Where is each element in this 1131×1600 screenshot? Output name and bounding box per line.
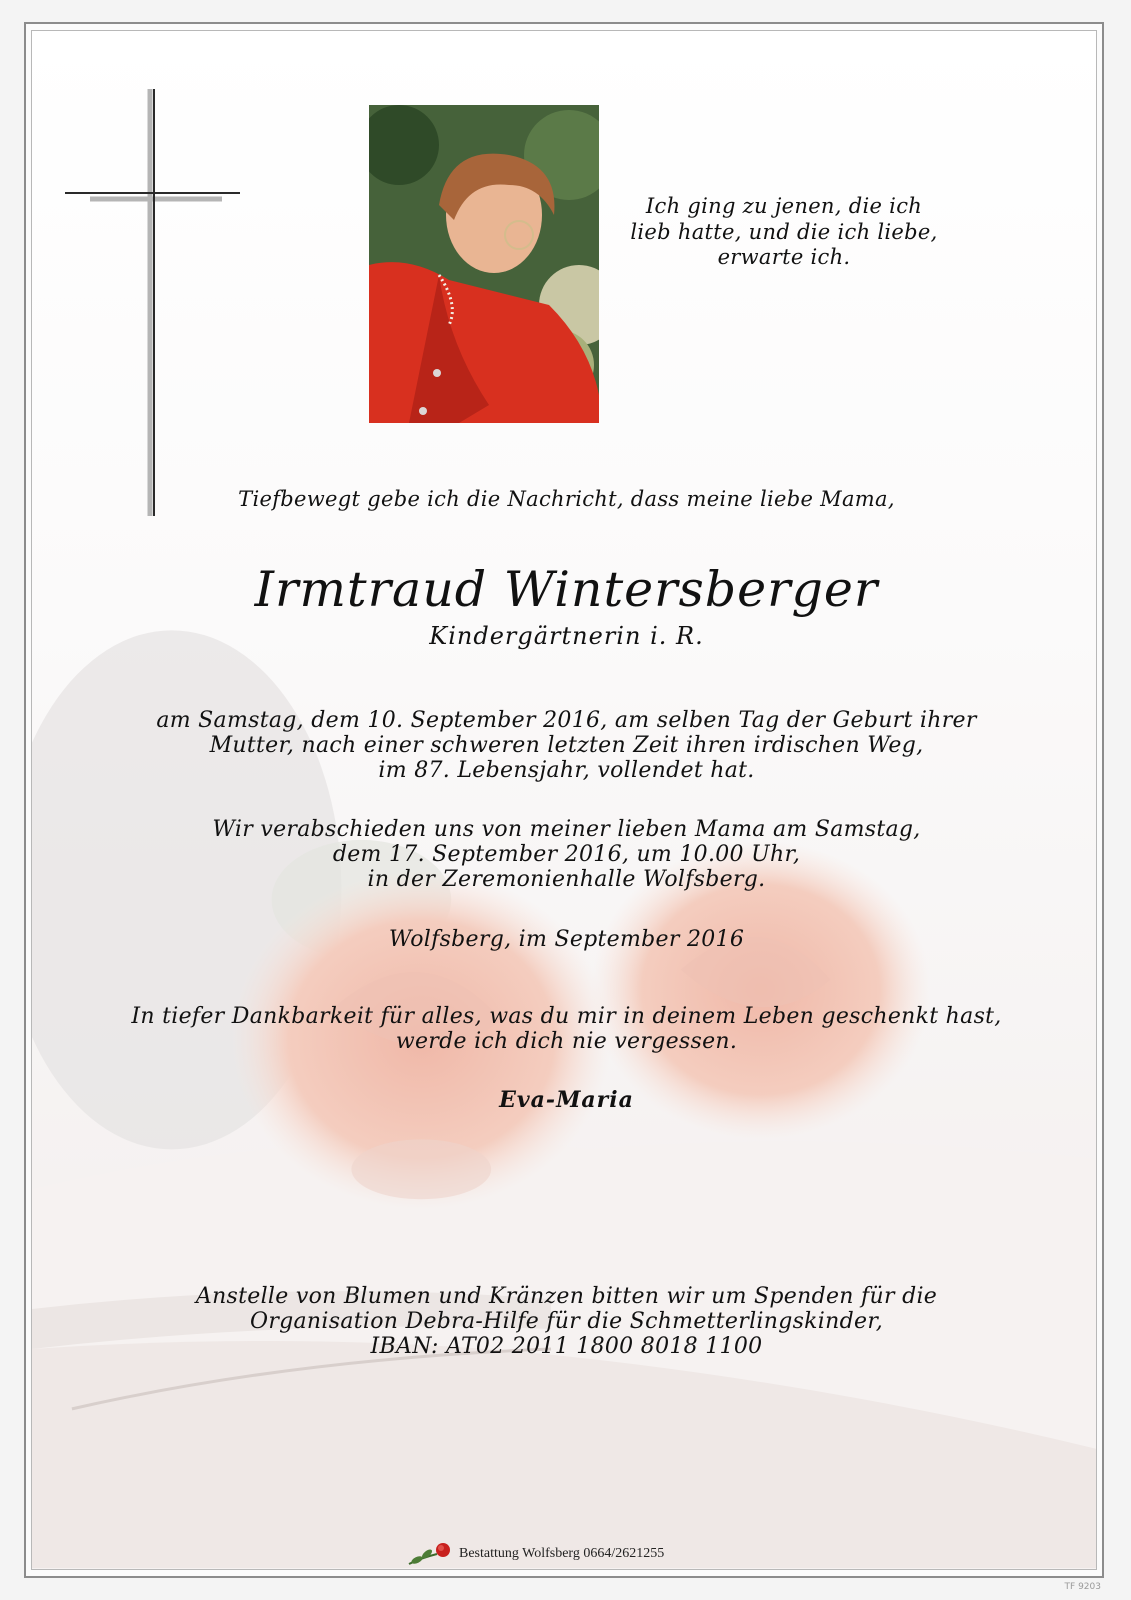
deceased-name: Irmtraud Wintersberger [254,561,879,618]
donation-line: IBAN: AT02 2011 1800 8018 1100 [370,1334,763,1359]
thanks-line: werde ich dich nie vergessen. [395,1029,738,1054]
thanks-paragraph [31,1004,1097,1054]
quote-line: erwarte ich. [717,245,851,269]
quote-line: lieb hatte, und die ich liebe, [630,219,938,244]
death-line: am Samstag, dem 10. September 2016, am selben Tag der Geburt ihrer [156,708,977,733]
footer-text: Bestattung Wolfsberg 0664/2621255 [459,1546,665,1561]
intro-text: Tiefbewegt gebe ich die Nachricht, dass meine liebe Mama, [238,487,895,511]
death-line: im 87. Lebensjahr, vollendet hat. [378,758,755,783]
donation-paragraph [31,1284,1097,1359]
death-line: Mutter, nach einer schweren letzten Zeit ihren irdischen Weg, [209,733,924,758]
farewell-line: Wir verabschieden uns von meiner lieben Mama am Samstag, [212,817,921,842]
quote-line: Ich ging zu jenen, die ich [645,194,923,218]
thanks-line: In tiefer Dankbarkeit für alles, was du mir in deinem Leben geschenkt hast, [131,1004,1002,1029]
death-paragraph [31,708,1097,783]
footer [407,1539,664,1569]
cross-icon [32,31,282,551]
donation-line: Anstelle von Blumen und Kränzen bitten wir um Spenden für die [195,1284,938,1309]
rose-icon [407,1540,455,1568]
portrait-photo [369,105,599,423]
farewell-line: dem 17. September 2016, um 10.00 Uhr, [332,842,801,867]
quote [629,194,939,271]
donation-line: Organisation Debra-Hilfe für die Schmetterlingskinder, [249,1309,884,1334]
farewell-line: in der Zeremonienhalle Wolfsberg. [367,867,766,892]
signature: Eva-Maria [499,1087,634,1113]
notice-page [31,30,1097,1570]
deceased-title: Kindergärtnerin i. R. [429,622,704,650]
place-date: Wolfsberg, im September 2016 [388,927,745,952]
farewell-paragraph [31,817,1097,892]
corner-code: TF 9203 [1064,1582,1101,1592]
